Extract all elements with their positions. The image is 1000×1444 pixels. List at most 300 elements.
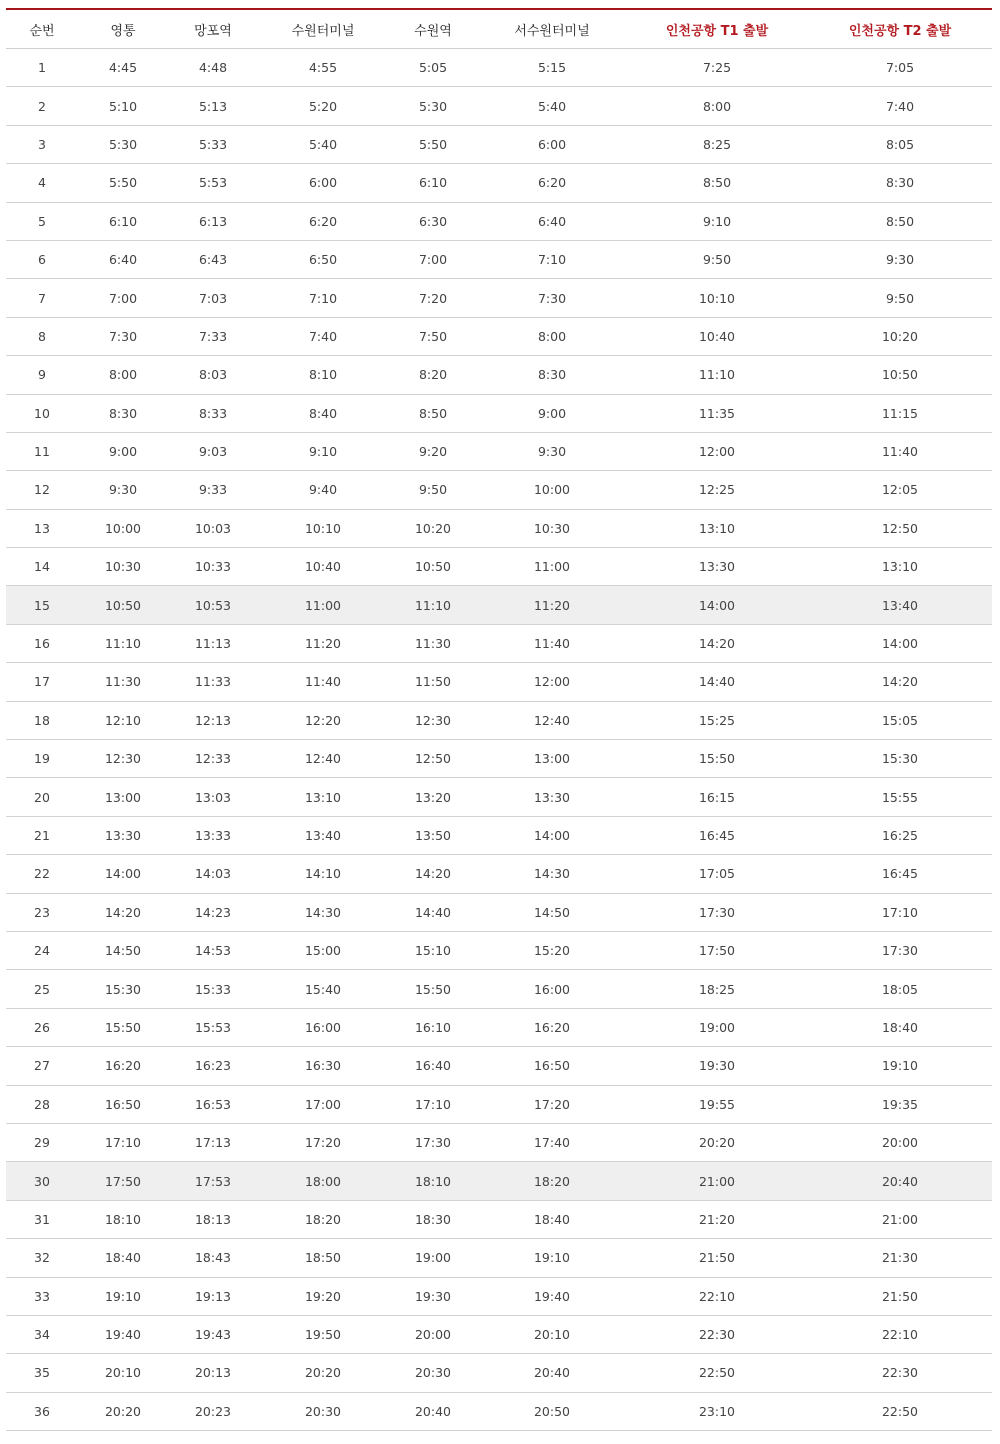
suwon-terminal-time: 15:40 (258, 970, 388, 1008)
suwon-terminal-time: 17:20 (258, 1123, 388, 1161)
incheon-t1-time: 7:25 (626, 49, 808, 87)
seosuwon-terminal-time: 16:00 (478, 970, 626, 1008)
seosuwon-terminal-time: 7:30 (478, 279, 626, 317)
table-row (6, 1239, 992, 1277)
suwon-terminal-time: 8:10 (258, 356, 388, 394)
suwon-station-time: 5:30 (388, 87, 478, 125)
table-row (6, 586, 992, 624)
incheon-t2-time: 19:10 (808, 1047, 992, 1085)
seosuwon-terminal-time: 17:40 (478, 1123, 626, 1161)
suwon-terminal-time: 13:10 (258, 778, 388, 816)
yeongtong-time: 16:50 (78, 1085, 168, 1123)
suwon-station-time: 17:10 (388, 1085, 478, 1123)
timetable-container (6, 8, 992, 1431)
incheon-t1-time: 23:10 (626, 1392, 808, 1430)
incheon-t1-time: 17:50 (626, 931, 808, 969)
yeongtong-time: 13:30 (78, 816, 168, 854)
suwon-terminal-time: 17:00 (258, 1085, 388, 1123)
seq-cell: 17 (6, 663, 78, 701)
mangpo-time: 16:23 (168, 1047, 258, 1085)
seosuwon-terminal-time: 20:50 (478, 1392, 626, 1430)
yeongtong-time: 6:40 (78, 240, 168, 278)
yeongtong-time: 18:40 (78, 1239, 168, 1277)
table-row (6, 1392, 992, 1430)
seosuwon-terminal-time: 13:30 (478, 778, 626, 816)
incheon-t1-time: 14:20 (626, 624, 808, 662)
incheon-t2-time: 8:50 (808, 202, 992, 240)
mangpo-time: 15:33 (168, 970, 258, 1008)
incheon-t1-time: 18:25 (626, 970, 808, 1008)
yeongtong-time: 4:45 (78, 49, 168, 87)
incheon-t1-time: 12:00 (626, 432, 808, 470)
seq-cell: 10 (6, 394, 78, 432)
seosuwon-terminal-time: 7:10 (478, 240, 626, 278)
seosuwon-terminal-time: 19:40 (478, 1277, 626, 1315)
yeongtong-time: 5:30 (78, 125, 168, 163)
seosuwon-terminal-time: 10:00 (478, 471, 626, 509)
seosuwon-terminal-time: 11:20 (478, 586, 626, 624)
incheon-t1-time: 8:50 (626, 164, 808, 202)
table-row (6, 509, 992, 547)
suwon-terminal-time: 11:40 (258, 663, 388, 701)
table-row (6, 1162, 992, 1200)
mangpo-time: 11:13 (168, 624, 258, 662)
mangpo-time: 13:03 (168, 778, 258, 816)
mangpo-time: 11:33 (168, 663, 258, 701)
suwon-station-time: 7:50 (388, 317, 478, 355)
mangpo-time: 18:43 (168, 1239, 258, 1277)
mangpo-time: 12:33 (168, 740, 258, 778)
yeongtong-time: 20:10 (78, 1354, 168, 1392)
suwon-terminal-time: 15:00 (258, 931, 388, 969)
header-incheon-t2-departure: 인천공항 T2 출발 (808, 9, 992, 49)
yeongtong-time: 12:30 (78, 740, 168, 778)
incheon-t2-time: 18:05 (808, 970, 992, 1008)
incheon-t2-time: 10:20 (808, 317, 992, 355)
suwon-station-time: 20:40 (388, 1392, 478, 1430)
seosuwon-terminal-time: 17:20 (478, 1085, 626, 1123)
seq-cell: 1 (6, 49, 78, 87)
incheon-t2-time: 15:05 (808, 701, 992, 739)
seq-cell: 28 (6, 1085, 78, 1123)
incheon-t1-time: 12:25 (626, 471, 808, 509)
suwon-terminal-time: 10:40 (258, 548, 388, 586)
incheon-t1-time: 15:25 (626, 701, 808, 739)
mangpo-time: 8:03 (168, 356, 258, 394)
suwon-terminal-time: 12:40 (258, 740, 388, 778)
suwon-station-time: 13:50 (388, 816, 478, 854)
suwon-station-time: 8:20 (388, 356, 478, 394)
seq-cell: 14 (6, 548, 78, 586)
incheon-t2-time: 10:50 (808, 356, 992, 394)
seq-cell: 34 (6, 1315, 78, 1353)
header-suwon-terminal: 수원터미널 (258, 9, 388, 49)
incheon-t2-time: 16:45 (808, 855, 992, 893)
seosuwon-terminal-time: 15:20 (478, 931, 626, 969)
incheon-t2-time: 13:40 (808, 586, 992, 624)
header-mangpo-station: 망포역 (168, 9, 258, 49)
header-incheon-t1-departure: 인천공항 T1 출발 (626, 9, 808, 49)
suwon-station-time: 18:30 (388, 1200, 478, 1238)
suwon-station-time: 15:10 (388, 931, 478, 969)
mangpo-time: 10:53 (168, 586, 258, 624)
suwon-terminal-time: 18:00 (258, 1162, 388, 1200)
mangpo-time: 10:33 (168, 548, 258, 586)
yeongtong-time: 5:50 (78, 164, 168, 202)
yeongtong-time: 15:30 (78, 970, 168, 1008)
incheon-t1-time: 11:35 (626, 394, 808, 432)
incheon-t1-time: 17:05 (626, 855, 808, 893)
mangpo-time: 12:13 (168, 701, 258, 739)
yeongtong-time: 17:10 (78, 1123, 168, 1161)
table-row (6, 317, 992, 355)
seq-cell: 36 (6, 1392, 78, 1430)
seosuwon-terminal-time: 14:00 (478, 816, 626, 854)
seosuwon-terminal-time: 5:40 (478, 87, 626, 125)
seosuwon-terminal-time: 14:50 (478, 893, 626, 931)
seosuwon-terminal-time: 9:30 (478, 432, 626, 470)
incheon-t2-time: 12:50 (808, 509, 992, 547)
suwon-station-time: 17:30 (388, 1123, 478, 1161)
mangpo-time: 5:13 (168, 87, 258, 125)
incheon-t2-time: 19:35 (808, 1085, 992, 1123)
incheon-t1-time: 19:00 (626, 1008, 808, 1046)
yeongtong-time: 11:10 (78, 624, 168, 662)
suwon-terminal-time: 19:20 (258, 1277, 388, 1315)
seq-cell: 15 (6, 586, 78, 624)
seq-cell: 16 (6, 624, 78, 662)
table-row (6, 663, 992, 701)
incheon-t2-time: 21:30 (808, 1239, 992, 1277)
seosuwon-terminal-time: 13:00 (478, 740, 626, 778)
suwon-station-time: 6:10 (388, 164, 478, 202)
suwon-station-time: 11:30 (388, 624, 478, 662)
mangpo-time: 17:13 (168, 1123, 258, 1161)
suwon-station-time: 9:20 (388, 432, 478, 470)
yeongtong-time: 6:10 (78, 202, 168, 240)
seosuwon-terminal-time: 12:00 (478, 663, 626, 701)
incheon-t2-time: 9:30 (808, 240, 992, 278)
yeongtong-time: 10:50 (78, 586, 168, 624)
yeongtong-time: 10:00 (78, 509, 168, 547)
incheon-t1-time: 22:10 (626, 1277, 808, 1315)
mangpo-time: 15:53 (168, 1008, 258, 1046)
incheon-t1-time: 17:30 (626, 893, 808, 931)
incheon-t2-time: 14:20 (808, 663, 992, 701)
mangpo-time: 19:43 (168, 1315, 258, 1353)
yeongtong-time: 19:10 (78, 1277, 168, 1315)
table-row (6, 356, 992, 394)
suwon-station-time: 19:30 (388, 1277, 478, 1315)
incheon-t1-time: 21:50 (626, 1239, 808, 1277)
incheon-t2-time: 22:50 (808, 1392, 992, 1430)
incheon-t1-time: 20:20 (626, 1123, 808, 1161)
suwon-terminal-time: 12:20 (258, 701, 388, 739)
suwon-station-time: 16:40 (388, 1047, 478, 1085)
suwon-station-time: 15:50 (388, 970, 478, 1008)
table-row (6, 970, 992, 1008)
yeongtong-time: 20:20 (78, 1392, 168, 1430)
table-row (6, 240, 992, 278)
seosuwon-terminal-time: 20:10 (478, 1315, 626, 1353)
incheon-t1-time: 21:20 (626, 1200, 808, 1238)
table-row (6, 1200, 992, 1238)
yeongtong-time: 14:00 (78, 855, 168, 893)
mangpo-time: 7:03 (168, 279, 258, 317)
timetable-header (6, 9, 992, 49)
seosuwon-terminal-time: 10:30 (478, 509, 626, 547)
incheon-t1-time: 11:10 (626, 356, 808, 394)
seq-cell: 12 (6, 471, 78, 509)
seq-cell: 27 (6, 1047, 78, 1085)
table-row (6, 432, 992, 470)
suwon-terminal-time: 6:00 (258, 164, 388, 202)
table-row (6, 1123, 992, 1161)
incheon-t2-time: 22:10 (808, 1315, 992, 1353)
incheon-t1-time: 8:00 (626, 87, 808, 125)
seosuwon-terminal-time: 8:30 (478, 356, 626, 394)
incheon-t2-time: 20:00 (808, 1123, 992, 1161)
yeongtong-time: 14:50 (78, 931, 168, 969)
mangpo-time: 10:03 (168, 509, 258, 547)
table-row (6, 164, 992, 202)
suwon-terminal-time: 10:10 (258, 509, 388, 547)
seosuwon-terminal-time: 12:40 (478, 701, 626, 739)
seq-cell: 5 (6, 202, 78, 240)
seq-cell: 23 (6, 893, 78, 931)
suwon-terminal-time: 5:40 (258, 125, 388, 163)
mangpo-time: 9:03 (168, 432, 258, 470)
suwon-station-time: 5:05 (388, 49, 478, 87)
table-row (6, 1047, 992, 1085)
incheon-t1-time: 8:25 (626, 125, 808, 163)
seq-cell: 31 (6, 1200, 78, 1238)
table-row (6, 125, 992, 163)
seq-cell: 33 (6, 1277, 78, 1315)
suwon-terminal-time: 20:30 (258, 1392, 388, 1430)
header-suwon-station: 수원역 (388, 9, 478, 49)
seosuwon-terminal-time: 16:20 (478, 1008, 626, 1046)
table-row (6, 701, 992, 739)
seq-cell: 3 (6, 125, 78, 163)
incheon-t2-time: 7:40 (808, 87, 992, 125)
suwon-station-time: 20:00 (388, 1315, 478, 1353)
mangpo-time: 16:53 (168, 1085, 258, 1123)
suwon-terminal-time: 18:20 (258, 1200, 388, 1238)
suwon-terminal-time: 11:00 (258, 586, 388, 624)
seq-cell: 32 (6, 1239, 78, 1277)
seosuwon-terminal-time: 18:40 (478, 1200, 626, 1238)
suwon-station-time: 10:50 (388, 548, 478, 586)
table-row (6, 548, 992, 586)
header-yeongtong: 영통 (78, 9, 168, 49)
seq-cell: 4 (6, 164, 78, 202)
suwon-station-time: 10:20 (388, 509, 478, 547)
seosuwon-terminal-time: 11:00 (478, 548, 626, 586)
yeongtong-time: 8:00 (78, 356, 168, 394)
mangpo-time: 8:33 (168, 394, 258, 432)
incheon-t1-time: 19:30 (626, 1047, 808, 1085)
incheon-t1-time: 21:00 (626, 1162, 808, 1200)
suwon-terminal-time: 5:20 (258, 87, 388, 125)
seosuwon-terminal-time: 14:30 (478, 855, 626, 893)
seosuwon-terminal-time: 8:00 (478, 317, 626, 355)
incheon-t1-time: 16:15 (626, 778, 808, 816)
suwon-terminal-time: 9:40 (258, 471, 388, 509)
mangpo-time: 18:13 (168, 1200, 258, 1238)
table-row (6, 394, 992, 432)
seq-cell: 21 (6, 816, 78, 854)
suwon-terminal-time: 4:55 (258, 49, 388, 87)
yeongtong-time: 11:30 (78, 663, 168, 701)
suwon-terminal-time: 6:50 (258, 240, 388, 278)
suwon-terminal-time: 14:10 (258, 855, 388, 893)
incheon-t2-time: 16:25 (808, 816, 992, 854)
incheon-t1-time: 14:40 (626, 663, 808, 701)
suwon-station-time: 11:50 (388, 663, 478, 701)
suwon-terminal-time: 7:10 (258, 279, 388, 317)
suwon-station-time: 18:10 (388, 1162, 478, 1200)
table-row (6, 1008, 992, 1046)
incheon-t2-time: 8:30 (808, 164, 992, 202)
mangpo-time: 14:23 (168, 893, 258, 931)
mangpo-time: 13:33 (168, 816, 258, 854)
suwon-terminal-time: 14:30 (258, 893, 388, 931)
incheon-t1-time: 14:00 (626, 586, 808, 624)
suwon-terminal-time: 6:20 (258, 202, 388, 240)
yeongtong-time: 7:30 (78, 317, 168, 355)
suwon-station-time: 7:20 (388, 279, 478, 317)
incheon-t1-time: 16:45 (626, 816, 808, 854)
suwon-station-time: 14:20 (388, 855, 478, 893)
table-row (6, 893, 992, 931)
table-row (6, 202, 992, 240)
seq-cell: 35 (6, 1354, 78, 1392)
seq-cell: 6 (6, 240, 78, 278)
suwon-station-time: 7:00 (388, 240, 478, 278)
yeongtong-time: 19:40 (78, 1315, 168, 1353)
table-row (6, 855, 992, 893)
mangpo-time: 20:23 (168, 1392, 258, 1430)
incheon-t1-time: 13:30 (626, 548, 808, 586)
suwon-terminal-time: 13:40 (258, 816, 388, 854)
yeongtong-time: 17:50 (78, 1162, 168, 1200)
mangpo-time: 19:13 (168, 1277, 258, 1315)
incheon-t2-time: 8:05 (808, 125, 992, 163)
suwon-terminal-time: 9:10 (258, 432, 388, 470)
yeongtong-time: 16:20 (78, 1047, 168, 1085)
table-row (6, 471, 992, 509)
suwon-terminal-time: 11:20 (258, 624, 388, 662)
mangpo-time: 17:53 (168, 1162, 258, 1200)
seosuwon-terminal-time: 9:00 (478, 394, 626, 432)
incheon-t1-time: 22:30 (626, 1315, 808, 1353)
incheon-t1-time: 13:10 (626, 509, 808, 547)
seosuwon-terminal-time: 20:40 (478, 1354, 626, 1392)
mangpo-time: 14:03 (168, 855, 258, 893)
suwon-station-time: 16:10 (388, 1008, 478, 1046)
table-row (6, 816, 992, 854)
seq-cell: 25 (6, 970, 78, 1008)
table-row (6, 1315, 992, 1353)
table-row (6, 778, 992, 816)
incheon-t1-time: 9:50 (626, 240, 808, 278)
incheon-t2-time: 18:40 (808, 1008, 992, 1046)
table-row (6, 279, 992, 317)
table-row (6, 740, 992, 778)
incheon-t1-time: 22:50 (626, 1354, 808, 1392)
seq-cell: 19 (6, 740, 78, 778)
seosuwon-terminal-time: 18:20 (478, 1162, 626, 1200)
yeongtong-time: 13:00 (78, 778, 168, 816)
seosuwon-terminal-time: 6:00 (478, 125, 626, 163)
seq-cell: 7 (6, 279, 78, 317)
timetable-body (6, 49, 992, 1431)
seosuwon-terminal-time: 19:10 (478, 1239, 626, 1277)
seq-cell: 29 (6, 1123, 78, 1161)
incheon-t2-time: 15:30 (808, 740, 992, 778)
seq-cell: 2 (6, 87, 78, 125)
yeongtong-time: 18:10 (78, 1200, 168, 1238)
yeongtong-time: 9:30 (78, 471, 168, 509)
mangpo-time: 9:33 (168, 471, 258, 509)
yeongtong-time: 7:00 (78, 279, 168, 317)
seq-cell: 24 (6, 931, 78, 969)
header-seosuwon-terminal: 서수원터미널 (478, 9, 626, 49)
seosuwon-terminal-time: 6:20 (478, 164, 626, 202)
table-row (6, 1085, 992, 1123)
incheon-t2-time: 22:30 (808, 1354, 992, 1392)
seq-cell: 26 (6, 1008, 78, 1046)
mangpo-time: 4:48 (168, 49, 258, 87)
table-row (6, 1354, 992, 1392)
suwon-terminal-time: 16:00 (258, 1008, 388, 1046)
suwon-terminal-time: 18:50 (258, 1239, 388, 1277)
seosuwon-terminal-time: 11:40 (478, 624, 626, 662)
yeongtong-time: 8:30 (78, 394, 168, 432)
header-row (6, 9, 992, 49)
suwon-terminal-time: 19:50 (258, 1315, 388, 1353)
seq-cell: 20 (6, 778, 78, 816)
incheon-t2-time: 14:00 (808, 624, 992, 662)
mangpo-time: 5:53 (168, 164, 258, 202)
header-seq: 순번 (6, 9, 78, 49)
mangpo-time: 7:33 (168, 317, 258, 355)
mangpo-time: 20:13 (168, 1354, 258, 1392)
suwon-station-time: 13:20 (388, 778, 478, 816)
table-row (6, 931, 992, 969)
incheon-t1-time: 19:55 (626, 1085, 808, 1123)
suwon-station-time: 12:50 (388, 740, 478, 778)
suwon-terminal-time: 20:20 (258, 1354, 388, 1392)
seq-cell: 18 (6, 701, 78, 739)
incheon-t1-time: 10:40 (626, 317, 808, 355)
yeongtong-time: 5:10 (78, 87, 168, 125)
incheon-t2-time: 11:15 (808, 394, 992, 432)
seosuwon-terminal-time: 5:15 (478, 49, 626, 87)
incheon-t1-time: 9:10 (626, 202, 808, 240)
suwon-station-time: 20:30 (388, 1354, 478, 1392)
yeongtong-time: 15:50 (78, 1008, 168, 1046)
incheon-t2-time: 21:00 (808, 1200, 992, 1238)
seq-cell: 13 (6, 509, 78, 547)
incheon-t2-time: 7:05 (808, 49, 992, 87)
incheon-t1-time: 10:10 (626, 279, 808, 317)
suwon-terminal-time: 7:40 (258, 317, 388, 355)
seq-cell: 30 (6, 1162, 78, 1200)
incheon-t2-time: 21:50 (808, 1277, 992, 1315)
seosuwon-terminal-time: 16:50 (478, 1047, 626, 1085)
